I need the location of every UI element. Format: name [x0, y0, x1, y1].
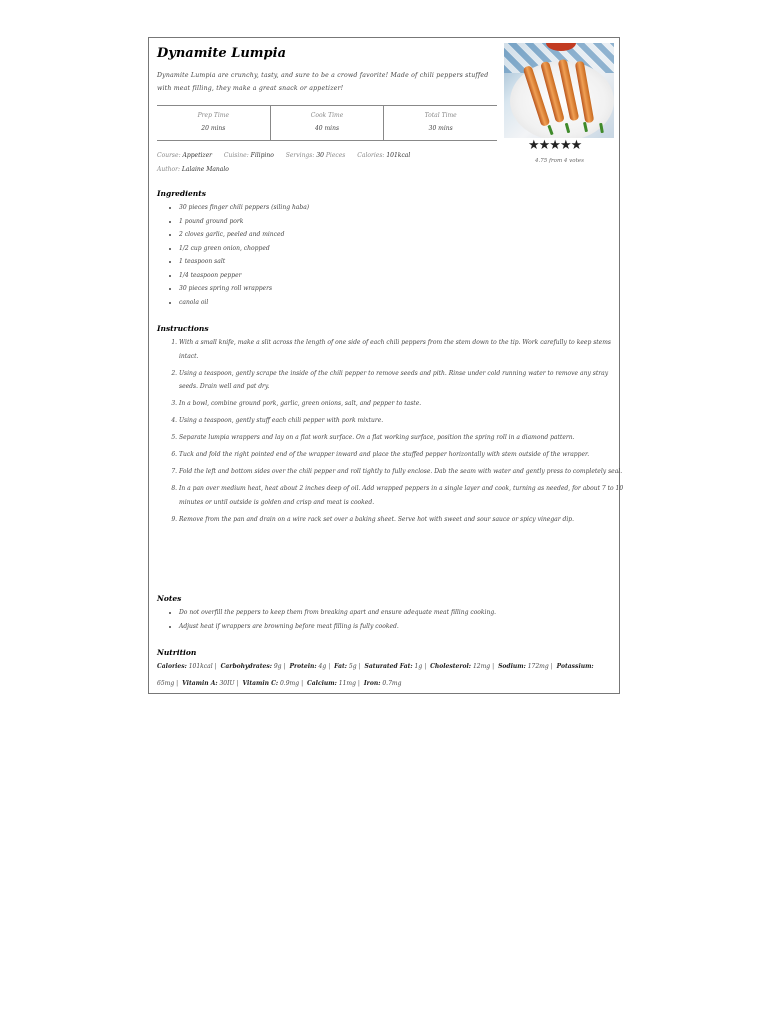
ingredient-item: • 1 pound ground pork	[179, 215, 309, 229]
recipe-title: Dynamite Lumpia	[157, 46, 286, 61]
nutrition-calcium-value: 11mg	[338, 680, 356, 687]
author-row	[157, 163, 410, 177]
calories-value: 101kcal	[386, 152, 411, 159]
nutrition-separator: |	[283, 663, 286, 670]
nutrition-protein-label: Protein:	[289, 663, 317, 670]
nutrition-fat-value: 5g	[348, 663, 357, 670]
nutrition-saturated-fat-value: 1g	[414, 663, 423, 670]
ingredient-item: • 1 teaspoon salt	[179, 255, 309, 269]
author-value: Lalaine Manalo	[181, 166, 229, 173]
nutrition-potassium-label: Potassium:	[556, 663, 594, 670]
ingredient-item: • 1/2 cup green onion, chopped	[179, 242, 309, 256]
recipe-card	[148, 37, 624, 694]
nutrition-potassium-value: 65mg	[157, 680, 175, 687]
instruction-step: 2. Using a teaspoon, gently scrape the inside of the chili pepper to remove seeds and pith. Rinse under cold running water to remove any stray seeds. Drain well and pat dry.	[179, 367, 624, 394]
ingredient-item: • canola oil	[179, 296, 309, 310]
nutrition-iron-label: Iron:	[363, 680, 381, 687]
instruction-step: 4. Using a teaspoon, gently stuff each chili pepper with pork mixture.	[179, 414, 624, 428]
cook-time	[270, 106, 384, 140]
rating-stars-icon[interactable]: ★★★★★	[528, 138, 582, 153]
instructions-list	[165, 336, 624, 530]
note-item: • Do not overfill the peppers to keep them from breaking apart and ensure adequate meat filling cooking.	[179, 606, 496, 620]
nutrition-fat-label: Fat:	[334, 663, 347, 670]
nutrition-facts	[157, 658, 612, 692]
total-time	[383, 106, 497, 140]
nutrition-separator: |	[492, 663, 495, 670]
recipe-summary: Dynamite Lumpia are crunchy, tasty, and sure to be a crowd favorite! Made of chili peppers stuffed with meat filling, they make a great snack or appetizer!	[157, 72, 489, 92]
note-item: • Adjust heat if wrappers are browning before meat filling is fully cooked.	[179, 620, 496, 634]
nutrition-vitamin-a-value: 30IU	[219, 680, 235, 687]
nutrition-separator: |	[214, 663, 217, 670]
nutrition-separator: |	[301, 680, 304, 687]
nutrition-vitamin-c-value: 0.9mg	[279, 680, 300, 687]
calories-label: Calories:	[357, 152, 385, 159]
notes-heading: Notes	[157, 594, 182, 603]
nutrition-vitamin-a-label: Vitamin A:	[182, 680, 218, 687]
course-value: Appetizer	[182, 152, 212, 159]
nutrition-protein-value: 4g	[318, 663, 327, 670]
nutrition-vitamin-c-label: Vitamin C:	[242, 680, 279, 687]
servings-unit: Pieces	[325, 152, 346, 159]
nutrition-separator: |	[236, 680, 239, 687]
nutrition-cholesterol-label: Cholesterol:	[430, 663, 472, 670]
nutrition-separator: |	[357, 680, 360, 687]
nutrition-iron-value: 0.7mg	[382, 680, 402, 687]
nutrition-calories-label: Calories:	[157, 663, 187, 670]
nutrition-heading: Nutrition	[157, 648, 197, 657]
instruction-step: 5. Separate lumpia wrappers and lay on a flat work surface. On a flat working surface, position the spring roll in a diamond pattern.	[179, 431, 624, 445]
nutrition-separator: |	[424, 663, 427, 670]
instruction-step: 6. Tuck and fold the right pointed end of the wrapper inward and place the stuffed pepper horizontally with stem outside of the wrapper.	[179, 448, 624, 462]
notes-list	[165, 606, 496, 633]
nutrition-carbs-value: 9g	[273, 663, 282, 670]
ingredient-item: • 1/4 teaspoon pepper	[179, 269, 309, 283]
cuisine-value: Filipino	[250, 152, 274, 159]
recipe-meta	[157, 149, 410, 177]
servings-value[interactable]: 30	[316, 152, 324, 159]
ingredients-heading: Ingredients	[157, 189, 206, 198]
total-time-label: Total Time	[424, 112, 457, 119]
recipe-photo	[504, 43, 614, 138]
ingredient-item: • 2 cloves garlic, peeled and minced	[179, 228, 309, 242]
nutrition-separator: |	[550, 663, 553, 670]
nutrition-saturated-fat-label: Saturated Fat:	[364, 663, 413, 670]
nutrition-sodium-label: Sodium:	[498, 663, 526, 670]
rating-votes: 4.75 from 4 votes	[535, 158, 584, 164]
instruction-step: 9. Remove from the pan and drain on a wire rack set over a baking sheet. Serve hot with sweet and sour sauce or spicy vinegar dip.	[179, 513, 624, 527]
instruction-step: 7. Fold the left and bottom sides over the chili pepper and roll tightly to fully enclose. Dab the seam with water and gently press to completely seal.	[179, 465, 624, 479]
servings-label: Servings:	[285, 152, 315, 159]
course-label: Course:	[157, 152, 181, 159]
instruction-step: 1. With a small knife, make a slit across the length of one side of each chili peppers from the stem down to the tip. Work carefully to keep stems intact.	[179, 336, 624, 363]
nutrition-calcium-label: Calcium:	[307, 680, 337, 687]
author-label: Author:	[157, 166, 180, 173]
prep-time	[157, 106, 270, 140]
nutrition-cholesterol-value: 12mg	[472, 663, 491, 670]
ingredient-item: • 30 pieces spring roll wrappers	[179, 282, 309, 296]
cook-time-value: 40 mins	[314, 125, 340, 132]
nutrition-sodium-value: 172mg	[527, 663, 549, 670]
nutrition-carbs-label: Carbohydrates:	[220, 663, 272, 670]
ingredient-item: • 30 pieces finger chili peppers (siling haba)	[179, 201, 309, 215]
nutrition-separator: |	[176, 680, 179, 687]
instruction-step: 8. In a pan over medium heat, heat about 2 inches deep of oil. Add wrapped peppers in a single layer and cook, turning as needed, for about 7 to 10 minutes or until outside is golden and crisp and meat is cooked.	[179, 482, 624, 509]
nutrition-separator: |	[328, 663, 331, 670]
cook-time-label: Cook Time	[310, 112, 344, 119]
prep-time-label: Prep Time	[197, 112, 230, 119]
ingredients-list	[165, 201, 309, 309]
nutrition-separator: |	[358, 663, 361, 670]
prep-time-value: 20 mins	[201, 125, 226, 132]
cuisine-label: Cuisine:	[223, 152, 249, 159]
total-time-value: 30 mins	[428, 125, 453, 132]
instruction-step: 3. In a bowl, combine ground pork, garlic, green onions, salt, and pepper to taste.	[179, 397, 624, 411]
instructions-heading: Instructions	[157, 324, 209, 333]
times-row	[157, 105, 497, 141]
meta-row	[157, 149, 410, 163]
nutrition-calories-value: 101kcal	[188, 663, 213, 670]
